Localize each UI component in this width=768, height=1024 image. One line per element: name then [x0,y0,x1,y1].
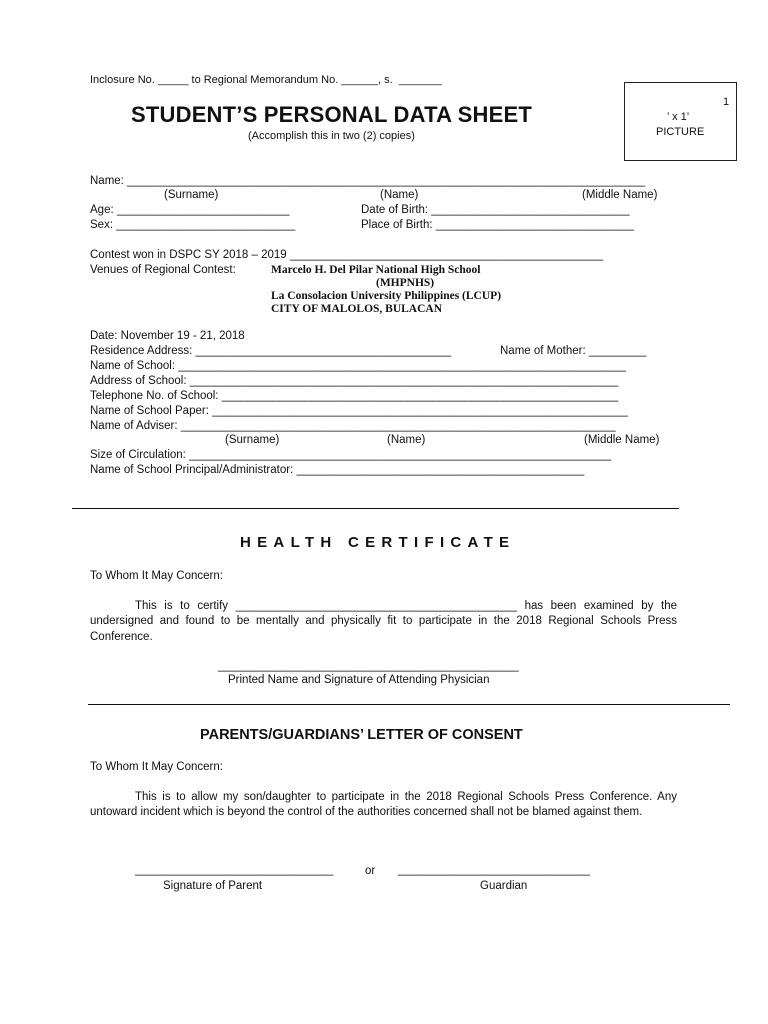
residence-field[interactable]: Residence Address: ________________________________________ [90,345,452,357]
adviser-field[interactable]: Name of Adviser: ____________________________________________________________________ [90,420,616,432]
principal-field[interactable]: Name of School Principal/Administrator: _____________________________________________ [90,464,585,476]
guardian-label: Guardian [480,880,528,892]
or-label: or [365,865,376,877]
school-name-field[interactable]: Name of School: ______________________________________________________________________ [90,360,626,372]
school-paper-field[interactable]: Name of School Paper: _________________________________________________________________ [90,405,628,417]
adviser-middle-label: (Middle Name) [584,434,660,446]
venue-2: La Consolacion University Philippines (LCUP) [271,290,502,302]
physician-signature-line[interactable]: _______________________________________________ [218,660,519,672]
telephone-field[interactable]: Telephone No. of School: ______________________________________________________________ [90,390,619,402]
venue-1-abbrev: (MHPNHS) [376,277,435,289]
picture-number: 1 [723,96,730,108]
name-surname-label: (Surname) [164,189,219,201]
venues-label: Venues of Regional Contest: [90,264,236,276]
name-middle-label: (Middle Name) [582,189,658,201]
pob-field[interactable]: Place of Birth: _______________________________ [361,219,635,231]
health-salutation: To Whom It May Concern: [90,570,223,582]
picture-size: ’ x 1’ [667,111,690,123]
name-field[interactable]: Name: _________________________________________________________________________________ [90,175,646,187]
health-body: This is to certify ____________________________________________ has been examined by the undersigned and found to be mentally and physically fit to participate in the 2018 Regional Schools Press Conference. [90,600,677,643]
mother-field[interactable]: Name of Mother: _________ [500,345,647,357]
adviser-surname-label: (Surname) [225,434,280,446]
parent-signature-line[interactable]: _______________________________ [135,864,334,876]
adviser-name-label: (Name) [387,434,426,446]
name-name-label: (Name) [380,189,419,201]
dob-field[interactable]: Date of Birth: _______________________________ [361,204,630,216]
guardian-signature-line[interactable]: ______________________________ [398,864,590,876]
date-line: Date: November 19 - 21, 2018 [90,330,245,342]
divider-2 [88,704,730,705]
health-title: HEALTH CERTIFICATE [240,534,516,551]
circulation-field[interactable]: Size of Circulation: __________________________________________________________________ [90,449,612,461]
consent-title: PARENTS/GUARDIANS’ LETTER OF CONSENT [200,727,523,743]
divider-1 [72,508,679,509]
sex-field[interactable]: Sex: ____________________________ [90,219,296,231]
venue-1: Marcelo H. Del Pilar National High School [271,264,481,276]
inclosure-line: Inclosure No. _____ to Regional Memorandum No. ______, s. _______ [90,74,442,86]
age-field[interactable]: Age: ___________________________ [90,204,290,216]
page-subtitle: (Accomplish this in two (2) copies) [248,130,415,142]
consent-body: This is to allow my son/daughter to participate in the 2018 Regional Schools Press Conference. Any untoward incident which is beyond the control of the authorities concerned shall not be blamed against them. [90,791,677,819]
consent-salutation: To Whom It May Concern: [90,761,223,773]
physician-signature-label: Printed Name and Signature of Attending Physician [228,674,490,686]
page-title: STUDENT’S PERSONAL DATA SHEET [131,102,533,127]
contest-field[interactable]: Contest won in DSPC SY 2018 – 2019 _________________________________________________ [90,249,604,261]
picture-box [624,82,737,161]
school-address-field[interactable]: Address of School: ___________________________________________________________________ [90,375,619,387]
parent-signature-label: Signature of Parent [163,880,263,892]
picture-label: PICTURE [656,126,705,138]
venue-3: CITY OF MALOLOS, BULACAN [271,303,443,315]
